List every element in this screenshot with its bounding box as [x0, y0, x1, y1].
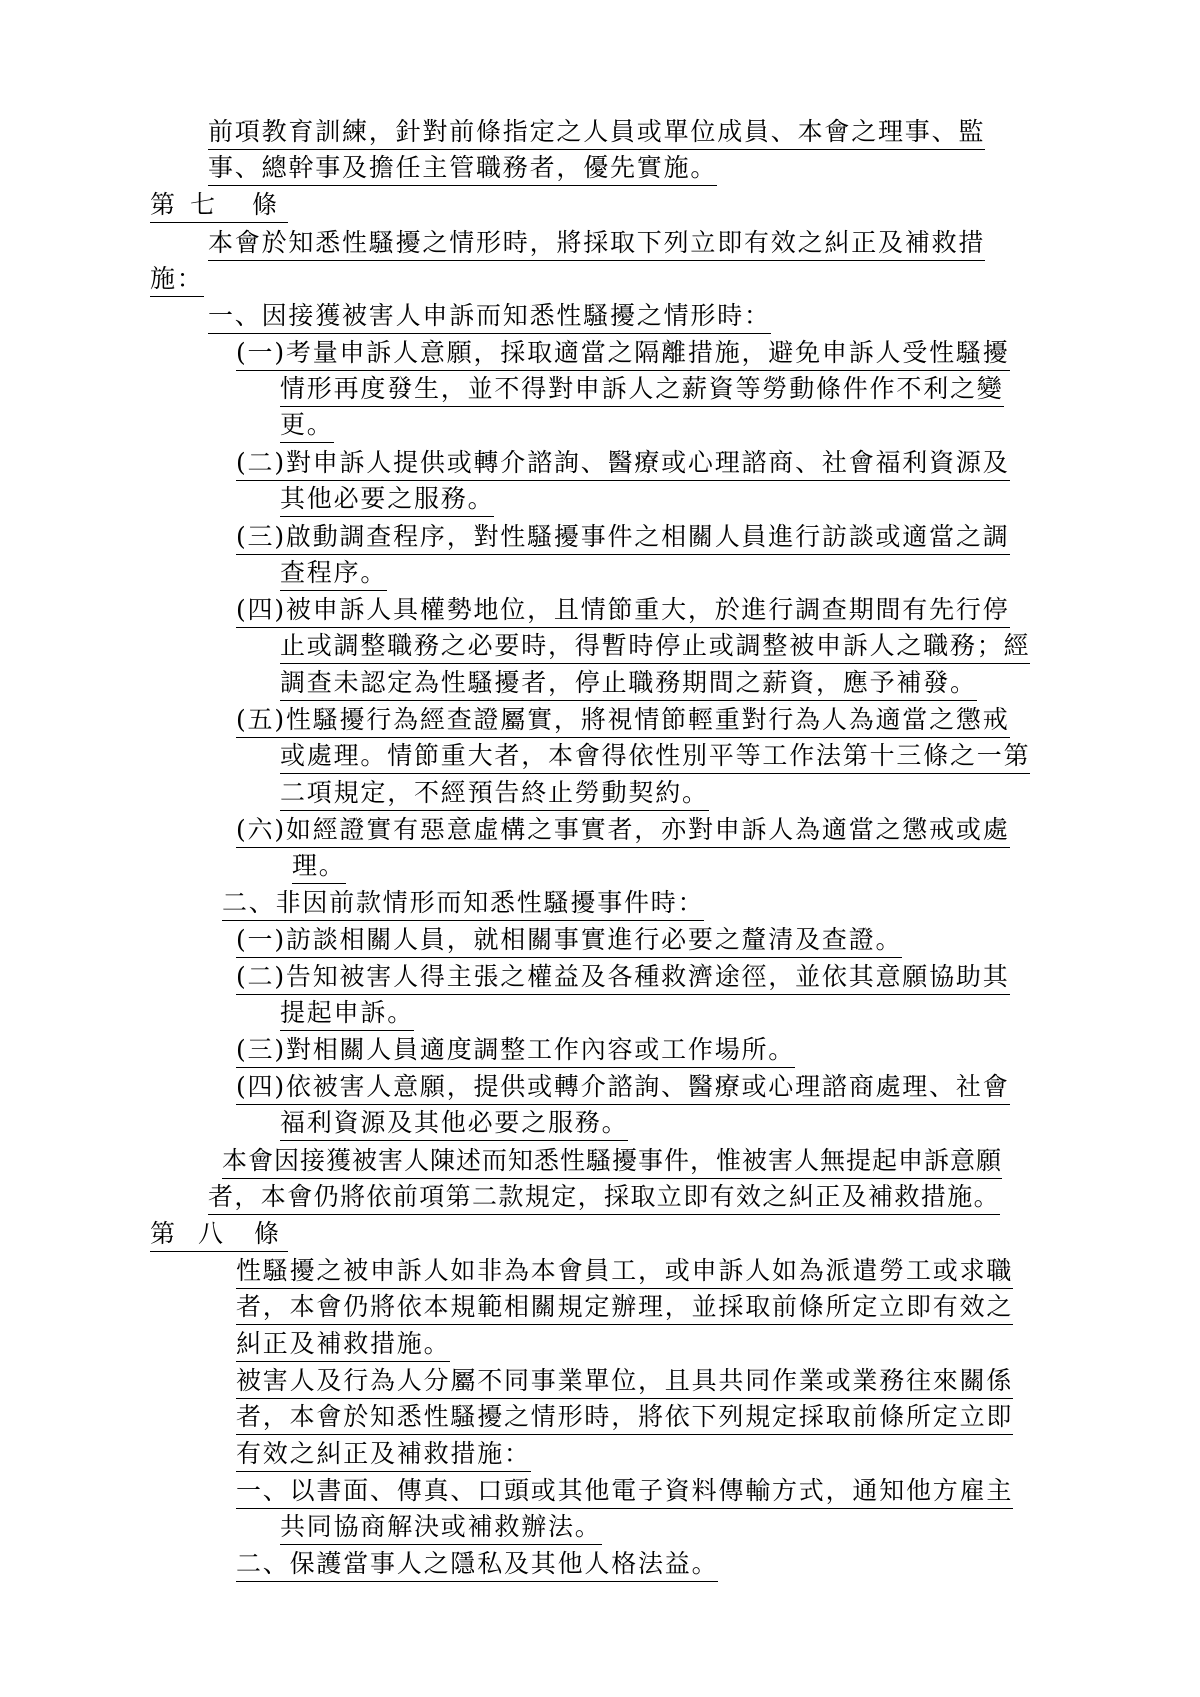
text-line: (三)對相關人員適度調整工作內容或工作場所。	[236, 1035, 795, 1068]
text-line: 一、以書面、傳真、口頭或其他電子資料傳輸方式，通知他方雇主	[236, 1476, 1013, 1509]
text-line: 其他必要之服務。	[280, 484, 494, 517]
text-line: 查程序。	[280, 558, 387, 591]
text-line: 者，本會於知悉性騷擾之情形時，將依下列規定採取前條所定立即	[236, 1402, 1013, 1435]
text-line: 前項教育訓練，針對前條指定之人員或單位成員、本會之理事、監	[208, 117, 985, 150]
text-line: (六)如經證實有惡意虛構之事實者，亦對申訴人為適當之懲戒或處	[236, 815, 1010, 848]
text-line: (四)依被害人意願，提供或轉介諮詢、醫療或心理諮商處理、社會	[236, 1072, 1010, 1105]
text-line: (一)訪談相關人員，就相關事實進行必要之釐清及查證。	[236, 925, 902, 958]
text-line: 理。	[292, 851, 346, 884]
text-line: 更。	[280, 410, 334, 443]
text-line: 二項規定，不經預告終止勞動契約。	[280, 778, 709, 811]
text-line: (一)考量申訴人意願，採取適當之隔離措施，避免申訴人受性騷擾	[236, 338, 1010, 371]
article-number: 七	[190, 190, 216, 219]
text-line: 調查未認定為性騷擾者，停止職務期間之薪資，應予補發。	[280, 668, 977, 701]
text-line: (三)啟動調查程序，對性騷擾事件之相關人員進行訪談或適當之調	[236, 522, 1010, 555]
article-prefix: 第	[150, 190, 176, 219]
text-line: (四)被申訴人具權勢地位，且情節重大，於進行調查期間有先行停	[236, 595, 1010, 628]
article-prefix: 第	[150, 1219, 176, 1248]
text-line: 本會於知悉性騷擾之情形時，將採取下列立即有效之糾正及補救措	[208, 228, 985, 261]
article-suffix: 條	[254, 1219, 280, 1248]
text-line: 止或調整職務之必要時，得暫時停止或調整被申訴人之職務；經	[280, 631, 1030, 664]
article-suffix: 條	[252, 190, 278, 219]
text-line: 二、保護當事人之隱私及其他人格法益。	[236, 1549, 718, 1582]
text-line: (二)告知被害人得主張之權益及各種救濟途徑，並依其意願協助其	[236, 962, 1010, 995]
text-line: 者，本會仍將依前項第二款規定，採取立即有效之糾正及補救措施。	[208, 1182, 1000, 1215]
text-line: 一、因接獲被害人申訴而知悉性騷擾之情形時：	[208, 301, 771, 334]
article-heading-7	[150, 190, 288, 223]
text-line: 事、總幹事及擔任主管職務者，優先實施。	[208, 153, 717, 186]
text-line: (二)對申訴人提供或轉介諮詢、醫療或心理諮商、社會福利資源及	[236, 448, 1010, 481]
text-line: 性騷擾之被申訴人如非為本會員工，或申訴人如為派遣勞工或求職	[236, 1256, 1013, 1289]
text-line: 本會因接獲被害人陳述而知悉性騷擾事件，惟被害人無提起申訴意願	[222, 1146, 1002, 1179]
text-line: 二、非因前款情形而知悉性騷擾事件時：	[222, 888, 704, 921]
text-line: 糾正及補救措施。	[236, 1329, 450, 1362]
text-line: 施：	[150, 264, 204, 297]
text-line: 福利資源及其他必要之服務。	[280, 1108, 628, 1141]
text-line: 情形再度發生，並不得對申訴人之薪資等勞動條件作不利之變	[280, 374, 1004, 407]
text-line: 者，本會仍將依本規範相關規定辦理，並採取前條所定立即有效之	[236, 1292, 1013, 1325]
text-line: 或處理。情節重大者，本會得依性別平等工作法第十三條之一第	[280, 741, 1030, 774]
text-line: (五)性騷擾行為經查證屬實，將視情節輕重對行為人為適當之懲戒	[236, 705, 1010, 738]
article-number: 八	[198, 1219, 224, 1248]
text-line: 有效之糾正及補救措施：	[236, 1439, 531, 1472]
article-heading-8	[150, 1219, 288, 1252]
text-line: 共同協商解決或補救辦法。	[280, 1512, 602, 1545]
text-line: 提起申訴。	[280, 998, 414, 1031]
text-line: 被害人及行為人分屬不同事業單位，且具共同作業或業務往來關係	[236, 1366, 1013, 1399]
